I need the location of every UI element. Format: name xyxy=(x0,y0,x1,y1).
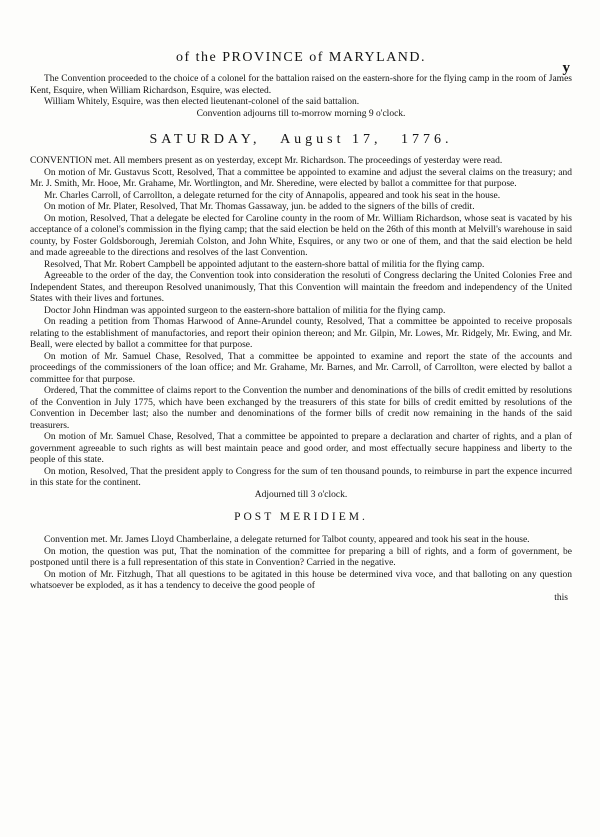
paragraph: Convention met. Mr. James Lloyd Chamberlaine, a delegate returned for Talbot county, appeared and took his seat in the house. xyxy=(44,535,530,545)
paragraph: Doctor John Hindman was appointed surgeon to the eastern-shore battalion of militia for the flying camp. xyxy=(44,305,446,316)
paragraph: The Convention proceeded to the choice of a colonel for the battalion raised on the eastern-shore for the flying camp in the room of James Kent, Esquire, when William Richardson, Esquire, was elected. xyxy=(30,74,572,96)
paragraph: On motion of Mr. Gustavus Scott, Resolved, That a committee be appointed to examine and adjust the several claims on the treasury; and Mr. J. Smith, Mr. Hooe, Mr. Grahame, Mr. Wortlington, and Mr. Sheredine, were elected by ballot a committee for that purpose. xyxy=(30,167,572,189)
date-month-day: August 17, xyxy=(280,132,382,147)
section-heading: POST MERIDIEM. xyxy=(234,511,368,523)
adjournment-line: Convention adjourns till to-morrow morning 9 o'clock. xyxy=(196,108,406,119)
paragraph: Mr. Charles Carroll, of Carrollton, a delegate returned for the city of Annapolis, appeared and took his seat in the house. xyxy=(44,190,501,201)
catchword: this xyxy=(554,592,568,603)
paragraph: On motion of Mr. Samuel Chase, Resolved, That a committee be appointed to prepare a declaration and charter of rights, and a plan of government agreeable to such rights as will best maintain peace and good order, and most effectually secure happiness and liberty to the people of this state. xyxy=(30,432,572,465)
date-year: 1776. xyxy=(401,132,453,147)
paragraph: On motion, Resolved, That the president apply to Congress for the sum of ten thousand pounds, to reimburse in part the expence incurred in this state for the continent. xyxy=(30,466,572,488)
paragraph: CONVENTION met. All members present as on yesterday, except Mr. Richardson. The proceedings of yesterday were read. xyxy=(30,156,503,166)
paragraph: On motion, Resolved, That a delegate be elected for Caroline county in the room of Mr. William Richardson, whose seat is vacated by his acceptance of a colonel's commission in the flying camp; that the said election be held on the 26th of this month at Melvill's warehouse in said county, by Foster Goldsborough, Jeremiah Colston, and John White, Esquires, or any two or one of them, and that the said election be held and made agreeable to the directions and resolves of the last Convention. xyxy=(30,213,572,258)
adjournment-line: Adjourned till 3 o'clock. xyxy=(254,489,348,500)
paragraph: On motion of Mr. Samuel Chase, Resolved, That a committee be appointed to examine and report the state of the accounts and proceedings of the commissioners of the loan office; and Mr. Grahame, Mr. Barnes, and Mr. Carroll, of Carrollton, were elected by ballot a committee for that purpose. xyxy=(30,351,572,385)
paragraph: Ordered, That the committee of claims report to the Convention the number and denominations of the bills of credit emitted by resolutions of the Convention in July 1775, which have been exchanged by the treasurers of this state for bills of credit emitted by resolutions of the Convention in December last; also the number and denominations of the former bills of credit now remaining in the hands of the said treasurers. xyxy=(30,386,572,431)
paragraph: On reading a petition from Thomas Harwood of Anne-Arundel county, Resolved, That a committee be appointed to receive proposals relating to the establishment of manufactories, and report their opinion thereon; and Mr. Gilpin, Mr. Lowes, Mr. Ridgely, Mr. Ewing, and Mr. Beall, were elected by ballot a committee for that purpose. xyxy=(30,317,572,350)
paragraph: On motion, the question was put, That the nomination of the committee for preparing a bill of rights, and a form of government, be postponed until there is a full representation of this state in Convention? Carried in the negative. xyxy=(30,546,572,568)
date-heading xyxy=(30,132,572,148)
paragraph: On motion of Mr. Plater, Resolved, That Mr. Thomas Gassaway, jun. be added to the signers of the bills of credit. xyxy=(44,202,475,212)
running-head: of the PROVINCE of MARYLAND. xyxy=(175,50,427,65)
paragraph: Resolved, That Mr. Robert Campbell be appointed adjutant to the eastern-shore battal of militia for the flying camp. xyxy=(44,259,485,270)
paragraph: Agreeable to the order of the day, the Convention took into consideration the resoluti of Congress declaring the United Colonies Free and Independent States, and thereupon Resolved unanimously, That this Convention will maintain the freedom and independency of the United States with their lives and fortunes. xyxy=(30,271,572,304)
date-day: SATURDAY, xyxy=(149,132,261,147)
paragraph: On motion of Mr. Fitzhugh, That all questions to be agitated in this house be determined viva voce, and that balloting on any question whatsoever be exploded, as it has a tendency to deceive the good people of xyxy=(30,569,572,591)
page-mark: y xyxy=(562,60,570,76)
paragraph: William Whitely, Esquire, was then elected lieutenant-colonel of the said battalion. xyxy=(44,97,360,107)
